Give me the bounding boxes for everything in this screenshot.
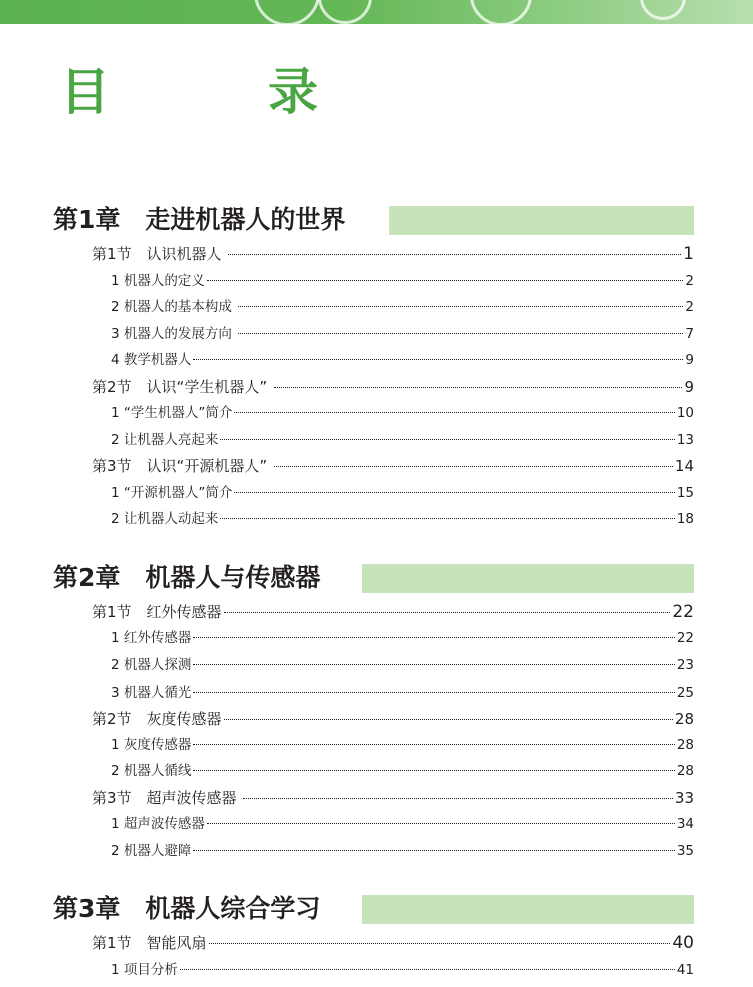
item-title: 2 让机器人动起来 (111, 511, 219, 527)
dot-leader (234, 412, 674, 413)
dot-leader (228, 254, 681, 255)
chapter-header[interactable] (53, 894, 694, 924)
dot-leader (193, 770, 674, 771)
toc-item[interactable] (111, 814, 694, 834)
page-number: 2 (685, 299, 694, 315)
dot-leader (238, 333, 683, 334)
chapter-header[interactable] (53, 563, 694, 593)
toc-section[interactable] (92, 455, 694, 477)
page-number: 34 (676, 816, 694, 832)
item-title: 2 机器人探测 (111, 657, 192, 673)
page-number: 13 (676, 432, 694, 448)
toc-item[interactable] (111, 509, 694, 529)
toc-item[interactable] (111, 655, 694, 675)
dot-leader (207, 280, 684, 281)
dot-leader (193, 692, 674, 693)
chapter-bar (389, 206, 694, 235)
toc-item[interactable] (111, 324, 694, 344)
toc-item[interactable] (111, 628, 694, 648)
item-title: 1 机器人的定义 (111, 273, 205, 289)
dot-leader (180, 969, 675, 970)
dot-leader (224, 612, 671, 613)
section-title: 第1节 认识机器人 (92, 245, 227, 263)
dot-leader (234, 492, 674, 493)
toc-item[interactable] (111, 403, 694, 423)
page-number: 28 (674, 710, 694, 728)
toc-item[interactable] (111, 483, 694, 503)
dot-leader (193, 359, 683, 360)
item-title: 2 机器人避障 (111, 843, 192, 859)
toc-item[interactable] (111, 761, 694, 781)
toc-item[interactable] (111, 960, 694, 980)
page-number: 28 (676, 737, 694, 753)
toc-item[interactable] (111, 271, 694, 291)
page-number: 33 (674, 789, 694, 807)
toc-item[interactable] (111, 841, 694, 861)
decorative-circle-icon (318, 0, 372, 24)
page-number: 9 (685, 352, 694, 368)
item-title: 2 机器人的基本构成 (111, 299, 237, 315)
page-number: 28 (676, 763, 694, 779)
page-number: 35 (676, 843, 694, 859)
item-title: 2 让机器人亮起来 (111, 432, 219, 448)
page-number: 14 (674, 457, 694, 475)
item-title: 2 机器人循线 (111, 763, 192, 779)
page-title: 目 录 (60, 63, 372, 121)
chapter-title: 第2章 机器人与传感器 (53, 563, 321, 592)
page-number: 7 (685, 326, 694, 342)
chapter-bar (362, 895, 694, 924)
page-number: 41 (676, 962, 694, 978)
item-title: 3 机器人的发展方向 (111, 326, 237, 342)
item-title: 1 灰度传感器 (111, 737, 192, 753)
page-number: 15 (676, 485, 694, 501)
toc-section[interactable] (92, 708, 694, 730)
page-number: 10 (676, 405, 694, 421)
dot-leader (224, 719, 673, 720)
decorative-circle-icon (640, 0, 686, 20)
page-number: 18 (676, 511, 694, 527)
dot-leader (193, 637, 674, 638)
decorative-circle-icon (254, 0, 320, 24)
dot-leader (207, 823, 675, 824)
dot-leader (274, 466, 673, 467)
toc-section[interactable] (92, 932, 694, 954)
item-title: 1 “学生机器人”简介 (111, 405, 233, 421)
dot-leader (274, 387, 683, 388)
toc-item[interactable] (111, 683, 694, 703)
section-title: 第1节 红外传感器 (92, 603, 222, 621)
section-title: 第3节 超声波传感器 (92, 789, 242, 807)
page-number: 25 (676, 685, 694, 701)
page-number: 1 (683, 244, 694, 264)
chapter-header[interactable] (53, 205, 694, 235)
toc-section[interactable] (92, 787, 694, 809)
toc-item[interactable] (111, 735, 694, 755)
dot-leader (209, 943, 671, 944)
chapter-title: 第3章 机器人综合学习 (53, 894, 321, 923)
page-number: 22 (676, 630, 694, 646)
page-number: 9 (684, 378, 694, 396)
toc-item[interactable] (111, 350, 694, 370)
item-title: 1 超声波传感器 (111, 816, 205, 832)
chapter-title: 第1章 走进机器人的世界 (53, 205, 346, 234)
item-title: 1 红外传感器 (111, 630, 192, 646)
item-title: 1 项目分析 (111, 962, 178, 978)
section-title: 第3节 认识“开源机器人” (92, 457, 272, 475)
decorative-circle-icon (470, 0, 532, 24)
section-title: 第1节 智能风扇 (92, 934, 207, 952)
page-number: 40 (672, 933, 694, 953)
page-number: 2 (685, 273, 694, 289)
dot-leader (220, 518, 674, 519)
toc-section[interactable] (92, 601, 694, 623)
toc-section[interactable] (92, 376, 694, 398)
chapter-bar (362, 564, 694, 593)
toc-item[interactable] (111, 430, 694, 450)
dot-leader (220, 439, 674, 440)
header-banner (0, 0, 753, 24)
section-title: 第2节 认识“学生机器人” (92, 378, 272, 396)
item-title: 3 机器人循光 (111, 685, 192, 701)
section-title: 第2节 灰度传感器 (92, 710, 222, 728)
page-number: 23 (676, 657, 694, 673)
dot-leader (243, 798, 673, 799)
page-number: 22 (672, 602, 694, 622)
dot-leader (193, 664, 674, 665)
dot-leader (193, 850, 674, 851)
dot-leader (238, 306, 683, 307)
toc-item[interactable] (111, 297, 694, 317)
item-title: 4 教学机器人 (111, 352, 192, 368)
dot-leader (193, 744, 674, 745)
toc-section[interactable] (92, 243, 694, 265)
item-title: 1 “开源机器人”简介 (111, 485, 233, 501)
